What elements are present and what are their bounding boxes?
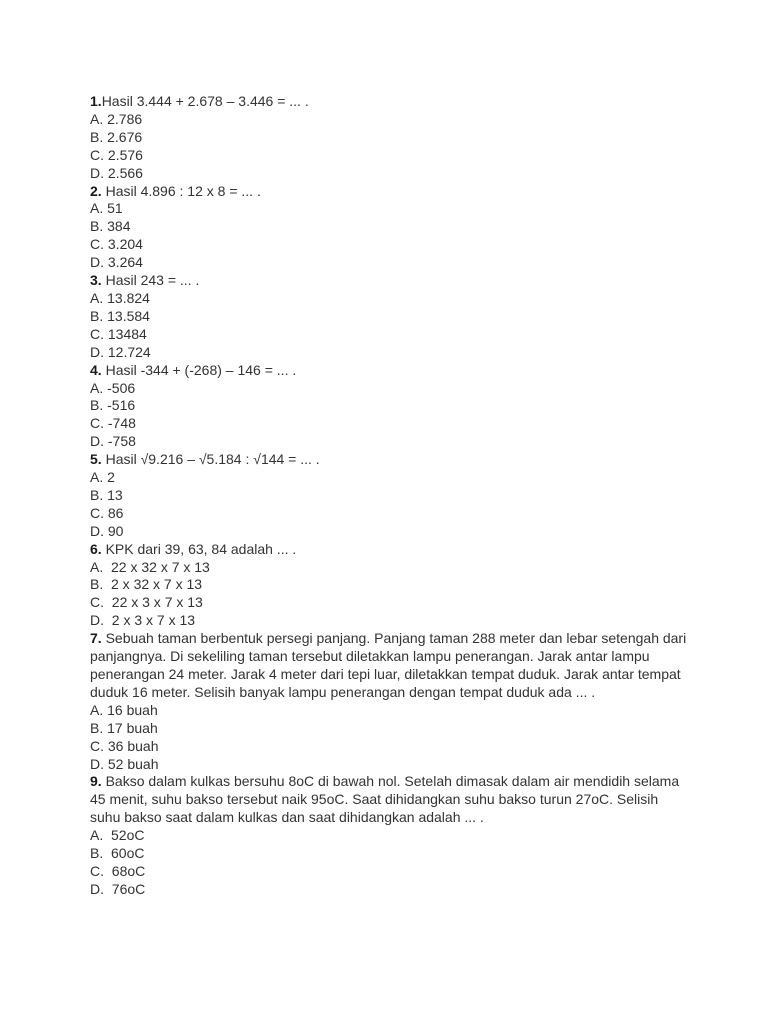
question-prompt: Sebuah taman berbentuk persegi panjang. Panjang taman 288 meter dan lebar setengah dari panjangnya. Di sekeliling taman tersebut diletakkan lampu penerangan. Jarak antar lampu penerangan 24 meter. Jarak 4 meter dari tepi luar, diletakkan tempat duduk. Jarak antar tempat duduk 16 meter. Selisih banyak lampu penerangan dengan tempat duduk ada ... . — [90, 630, 691, 700]
question-number: 4. — [90, 361, 102, 378]
answer-option-b: B. 17 buah — [90, 719, 158, 736]
answer-option-a: A. 22 x 32 x 7 x 13 — [90, 558, 210, 575]
question-number: 2. — [90, 182, 102, 199]
answer-option-b: B. 2 x 32 x 7 x 13 — [90, 576, 203, 593]
answer-option-d: D. 52 buah — [90, 755, 159, 772]
question-prompt: Hasil 3.444 + 2.678 – 3.446 = ... . — [101, 93, 309, 109]
question-prompt: KPK dari 39, 63, 84 adalah ... . — [101, 540, 297, 557]
answer-option-a: A. 2.786 — [90, 110, 143, 127]
answer-option-a: A. -506 — [90, 379, 136, 396]
question-5 — [90, 451, 690, 541]
question-3 — [90, 272, 690, 362]
question-text — [90, 93, 690, 111]
question-text — [90, 541, 690, 559]
answer-option-d: D. 76oC — [90, 880, 146, 897]
answer-option-d: D. 2 x 3 x 7 x 13 — [90, 612, 196, 629]
answer-option-a: A. 2 — [90, 469, 115, 486]
answer-option-c: C. 22 x 3 x 7 x 13 — [90, 594, 203, 611]
question-text — [90, 272, 690, 290]
question-text — [90, 451, 690, 469]
answer-option-d: D. 2.566 — [90, 164, 143, 181]
answer-option-b: B. 2.676 — [90, 128, 143, 145]
question-text — [90, 630, 690, 702]
answer-option-a: A. 13.824 — [90, 289, 150, 306]
question-9 — [90, 773, 690, 898]
answer-option-c: C. 2.576 — [90, 146, 143, 163]
question-prompt: Hasil 4.896 : 12 x 8 = ... . — [101, 182, 261, 199]
answer-option-d: D. -758 — [90, 433, 136, 450]
question-prompt: Hasil √9.216 – √5.184 : √144 = ... . — [101, 451, 320, 468]
question-number: 7. — [90, 630, 102, 647]
answer-option-d: D. 3.264 — [90, 254, 143, 271]
answer-option-c: C. 68oC — [90, 862, 146, 879]
question-text — [90, 773, 690, 827]
question-number: 3. — [90, 272, 102, 289]
answer-option-c: C. -748 — [90, 415, 136, 432]
answer-option-a: A. 51 — [90, 200, 123, 217]
answer-option-b: B. 13.584 — [90, 307, 150, 324]
question-1 — [90, 93, 690, 183]
question-text — [90, 362, 690, 380]
answer-option-c: C. 86 — [90, 504, 124, 521]
question-number: 6. — [90, 540, 102, 557]
answer-option-d: D. 90 — [90, 522, 124, 539]
answer-option-b: B. 60oC — [90, 845, 145, 862]
answer-option-a: A. 16 buah — [90, 701, 158, 718]
answer-option-c: C. 3.204 — [90, 236, 143, 253]
question-prompt: Hasil 243 = ... . — [101, 272, 200, 289]
answer-option-d: D. 12.724 — [90, 343, 151, 360]
question-prompt: Hasil -344 + (-268) – 146 = ... . — [101, 361, 297, 378]
answer-option-b: B. 384 — [90, 218, 131, 235]
question-text — [90, 183, 690, 201]
answer-option-c: C. 13484 — [90, 325, 147, 342]
question-number: 9. — [90, 773, 102, 790]
question-4 — [90, 362, 690, 452]
answer-option-a: A. 52oC — [90, 827, 145, 844]
question-number: 5. — [90, 451, 102, 468]
document-page — [90, 93, 690, 899]
question-6 — [90, 541, 690, 631]
question-prompt: Bakso dalam kulkas bersuhu 8oC di bawah nol. Setelah dimasak dalam air mendidih selama 45 menit, suhu bakso tersebut naik 95oC. Saat dihidangkan suhu bakso turun 27oC. Selisih suhu bakso saat dalam kulkas dan saat dihidangkan adalah ... . — [90, 773, 684, 826]
question-2 — [90, 183, 690, 273]
question-7 — [90, 630, 690, 773]
answer-option-c: C. 36 buah — [90, 737, 159, 754]
answer-option-b: B. -516 — [90, 397, 136, 414]
answer-option-b: B. 13 — [90, 486, 123, 503]
question-number: 1. — [90, 93, 102, 109]
